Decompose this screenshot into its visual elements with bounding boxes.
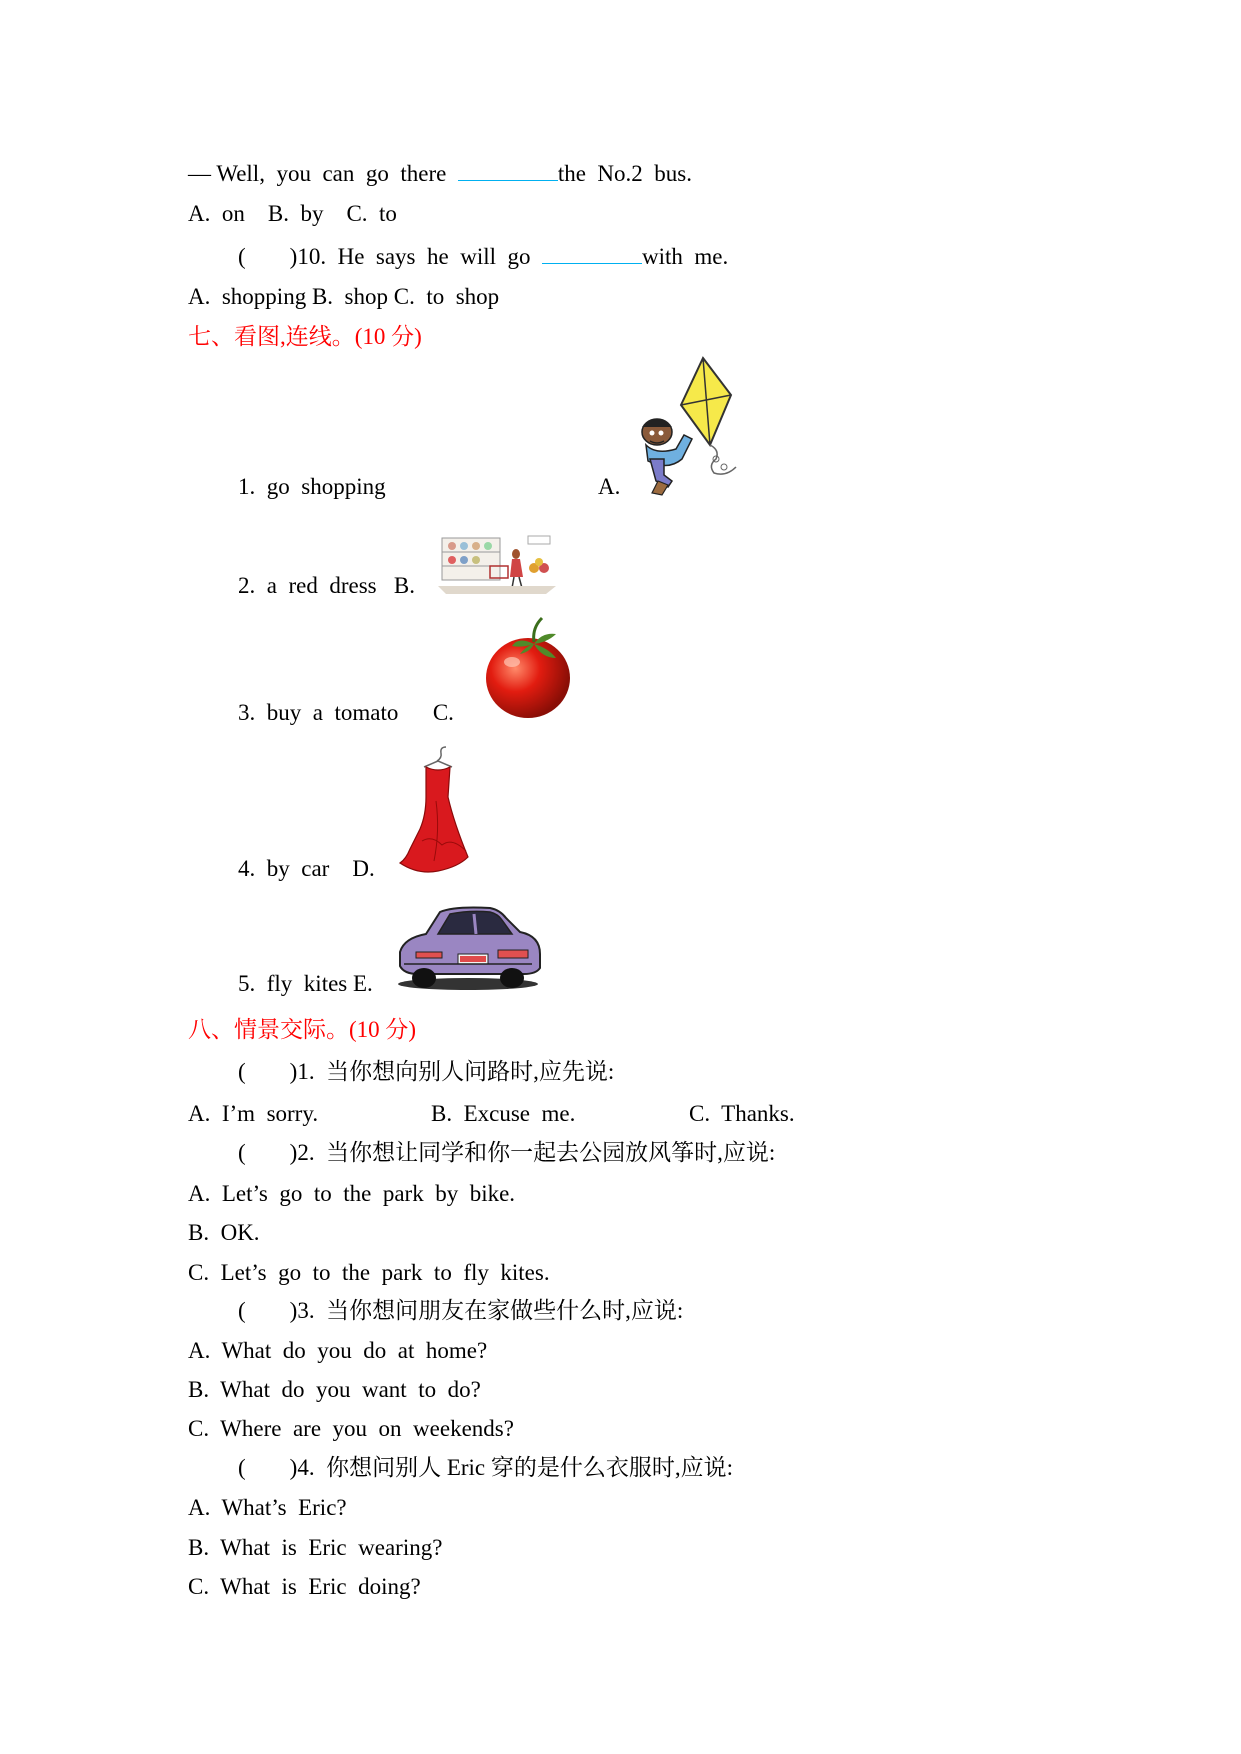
q8-4-option-b: B. What is Eric wearing? [188,1535,443,1560]
q8-2-option-c: C. Let’s go to the park to fly kites. [188,1260,550,1285]
dress-image [396,745,472,875]
q8-3-stem: ( )3. 当你想问朋友在家做些什么时,应说: [238,1298,684,1323]
answer-paren[interactable]: ( [238,1140,246,1165]
match-item-3: 3. buy a tomato C. [238,700,454,725]
q8-4-stem: ( )4. 你想问别人 Eric 穿的是什么衣服时,应说: [238,1455,734,1480]
match-item-4: 4. by car D. [238,856,375,881]
match-item-2: 2. a red dress B. [238,573,415,598]
match-letter-a: A. [598,474,621,499]
q8-3-option-a: A. What do you do at home? [188,1338,488,1363]
q8-1-option-c: C. Thanks. [689,1101,795,1126]
answer-blank[interactable] [458,158,558,181]
car-image [394,900,542,994]
q10-options: A. shopping B. shop C. to shop [188,284,500,309]
dash: — [188,161,211,186]
section7-title: 七、看图,连线。(10 分) [188,324,422,349]
q8-1-stem: ( )1. 当你想向别人问路时,应先说: [238,1059,615,1084]
match-item-1: 1. go shopping [238,474,386,499]
section8-title: 八、情景交际。(10 分) [188,1017,417,1042]
q8-1-option-a: A. I’m sorry. [188,1101,319,1126]
kite-boy-image [628,355,740,497]
answer-paren[interactable]: ( [238,244,246,269]
answer-paren[interactable]: ( [238,1059,246,1084]
match-item-5: 5. fly kites E. [238,971,373,996]
tomato-image [484,614,580,720]
q9-answer-line: — Well, you can go there the No.2 bus. [188,158,692,188]
q8-1-option-b: B. Excuse me. [431,1101,576,1126]
q8-2-option-b: B. OK. [188,1220,260,1245]
answer-paren[interactable]: ( [238,1298,246,1323]
answer-blank[interactable] [542,241,642,264]
q10-stem: ( )10. He says he will go with me. [238,241,728,271]
q9-options: A. on B. by C. to [188,201,397,226]
shopping-image [438,532,556,596]
q8-4-option-a: A. What’s Eric? [188,1495,347,1520]
answer-paren[interactable]: ( [238,1455,246,1480]
q8-3-option-c: C. Where are you on weekends? [188,1416,514,1441]
q8-2-stem: ( )2. 当你想让同学和你一起去公园放风筝时,应说: [238,1140,776,1165]
q8-2-option-a: A. Let’s go to the park by bike. [188,1181,516,1206]
q8-3-option-b: B. What do you want to do? [188,1377,481,1402]
q8-4-option-c: C. What is Eric doing? [188,1574,421,1599]
